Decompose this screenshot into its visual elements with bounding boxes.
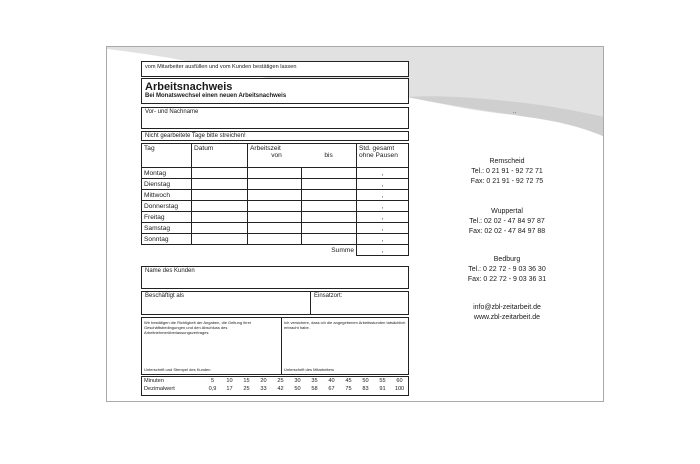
header-arbeitszeit bbox=[248, 144, 357, 168]
dezimal-value: 83 bbox=[362, 386, 369, 392]
city-bedburg: Bedburg bbox=[493, 256, 521, 263]
header-bis: bis bbox=[324, 152, 333, 159]
day-row bbox=[142, 223, 409, 234]
document-card bbox=[106, 46, 604, 402]
dezimal-value: 58 bbox=[311, 386, 318, 392]
bis-cell[interactable] bbox=[302, 190, 357, 201]
minuten-label: Minuten bbox=[144, 378, 164, 384]
instruction-box: vom Mitarbeiter ausfüllen und vom Kunden bestätigen lassen bbox=[141, 61, 409, 77]
fax-remscheid: Fax: 0 21 91 - 92 72 75 bbox=[470, 178, 544, 185]
bis-cell[interactable] bbox=[302, 168, 357, 179]
std-cell[interactable]: , bbox=[357, 179, 409, 190]
einsatzort-field[interactable]: Einsatzort: bbox=[314, 293, 343, 299]
minuten-value: 20 bbox=[260, 378, 267, 384]
von-cell[interactable] bbox=[248, 234, 302, 245]
von-cell[interactable] bbox=[248, 212, 302, 223]
summe-cell[interactable]: , bbox=[357, 245, 409, 256]
von-cell[interactable] bbox=[248, 168, 302, 179]
summe-label: Summe bbox=[142, 245, 357, 256]
bis-cell[interactable] bbox=[302, 234, 357, 245]
name-field[interactable]: Vor- und Nachname bbox=[141, 107, 409, 129]
kunde-name-field[interactable]: Name des Kunden bbox=[141, 266, 409, 289]
mitarbeiter-signature-label: Unterschrift des Mitarbeiters bbox=[284, 367, 335, 372]
beschaeftigt-row bbox=[141, 291, 409, 315]
day-label: Sonntag bbox=[142, 234, 192, 245]
bis-cell[interactable] bbox=[302, 223, 357, 234]
std-cell[interactable]: , bbox=[357, 201, 409, 212]
website-link[interactable]: www.zbl-zeitarbeit.de bbox=[473, 314, 541, 321]
von-cell[interactable] bbox=[248, 223, 302, 234]
day-row bbox=[142, 212, 409, 223]
von-cell[interactable] bbox=[248, 201, 302, 212]
von-cell[interactable] bbox=[248, 190, 302, 201]
day-label: Dienstag bbox=[142, 179, 192, 190]
minuten-value: 30 bbox=[294, 378, 301, 384]
datum-cell[interactable] bbox=[192, 223, 248, 234]
von-cell[interactable] bbox=[248, 179, 302, 190]
datum-cell[interactable] bbox=[192, 190, 248, 201]
fax-wuppertal: Fax: 02 02 - 47 84 97 88 bbox=[468, 228, 546, 235]
form-title: Arbeitsnachweis bbox=[145, 81, 233, 93]
mitarbeiter-signature-box[interactable] bbox=[282, 318, 408, 374]
day-label: Montag bbox=[142, 168, 192, 179]
minuten-value: 45 bbox=[345, 378, 352, 384]
day-row bbox=[142, 190, 409, 201]
minuten-value: 55 bbox=[379, 378, 386, 384]
form-subtitle: Bei Monatswechsel einen neuen Arbeitsnachweis bbox=[145, 93, 287, 99]
minuten-value: 50 bbox=[362, 378, 369, 384]
std-cell[interactable]: , bbox=[357, 234, 409, 245]
header-std-gesamt: Std. gesamt ohne Pausen bbox=[357, 144, 409, 168]
email-link[interactable]: info@zbl-zeitarbeit.de bbox=[473, 304, 541, 311]
header-tag: Tag bbox=[142, 144, 192, 168]
contact-remscheid bbox=[447, 157, 567, 187]
std-cell[interactable]: , bbox=[357, 168, 409, 179]
title-box bbox=[141, 78, 409, 104]
minuten-value: 10 bbox=[226, 378, 233, 384]
dezimal-value: 91 bbox=[379, 386, 386, 392]
minuten-value: 15 bbox=[243, 378, 250, 384]
tel-bedburg: Tel.: 0 22 72 - 9 03 36 30 bbox=[468, 266, 546, 273]
bis-cell[interactable] bbox=[302, 201, 357, 212]
contact-bedburg bbox=[447, 255, 567, 285]
contact-wuppertal bbox=[447, 207, 567, 237]
minuten-value: 35 bbox=[311, 378, 318, 384]
dezimal-value: 42 bbox=[277, 386, 284, 392]
kunde-confirmation-text: Wir bestätigen die Richtigkeit der Angaben, die Geltung ihrer Geschäftsbedingungen und den Abschluss des Arbeitnehmerüberlassungsvertrages bbox=[144, 320, 252, 335]
fax-bedburg: Fax: 0 22 72 - 9 03 36 31 bbox=[467, 276, 547, 283]
day-label: Samstag bbox=[142, 223, 192, 234]
std-cell[interactable]: , bbox=[357, 190, 409, 201]
nicht-gearbeitet-note: Nicht gearbeitete Tage bitte streichen! bbox=[141, 131, 409, 141]
dezimal-value: 67 bbox=[328, 386, 335, 392]
datum-cell[interactable] bbox=[192, 179, 248, 190]
minuten-value: 40 bbox=[328, 378, 335, 384]
day-row bbox=[142, 168, 409, 179]
day-label: Donnerstag bbox=[142, 201, 192, 212]
datum-cell[interactable] bbox=[192, 212, 248, 223]
minuten-value: 60 bbox=[396, 378, 403, 384]
city-wuppertal: Wuppertal bbox=[491, 208, 523, 215]
dezimal-value: 75 bbox=[345, 386, 352, 392]
mitarbeiter-confirmation-text: Ich versichere, dass ich die angegebenen Arbeitsstunden tatsächlich erbracht habe. bbox=[284, 320, 406, 330]
bis-cell[interactable] bbox=[302, 179, 357, 190]
datum-cell[interactable] bbox=[192, 201, 248, 212]
datum-cell[interactable] bbox=[192, 234, 248, 245]
header-datum: Datum bbox=[192, 144, 248, 168]
dezimal-value: 100 bbox=[394, 386, 405, 392]
day-label: Freitag bbox=[142, 212, 192, 223]
day-row bbox=[142, 234, 409, 245]
tel-remscheid: Tel.: 0 21 91 - 92 72 71 bbox=[471, 168, 543, 175]
tel-wuppertal: Tel.: 02 02 - 47 84 97 87 bbox=[469, 218, 545, 225]
std-cell[interactable]: , bbox=[357, 212, 409, 223]
kunde-signature-label: Unterschrift und Stempel des Kunden bbox=[144, 367, 211, 372]
dezimal-value: 0,9 bbox=[208, 386, 217, 392]
minuten-value: 25 bbox=[277, 378, 284, 384]
dezimal-value: 25 bbox=[243, 386, 250, 392]
minuten-value: 5 bbox=[210, 378, 215, 384]
std-cell[interactable]: , bbox=[357, 223, 409, 234]
day-row bbox=[142, 201, 409, 212]
decor-dots: .. bbox=[513, 109, 517, 115]
signature-row bbox=[141, 317, 409, 375]
days-table bbox=[141, 143, 409, 256]
header-von: von bbox=[271, 152, 282, 159]
contact-online bbox=[447, 303, 567, 323]
day-label: Mittwoch bbox=[142, 190, 192, 201]
bis-cell[interactable] bbox=[302, 212, 357, 223]
minuten-table bbox=[141, 376, 409, 396]
dezimal-value: 17 bbox=[226, 386, 233, 392]
datum-cell[interactable] bbox=[192, 168, 248, 179]
city-remscheid: Remscheid bbox=[489, 158, 525, 165]
header-arbeitszeit-label: Arbeitszeit bbox=[250, 145, 281, 152]
dezimal-value: 50 bbox=[294, 386, 301, 392]
beschaeftigt-field[interactable]: Beschäftigt als bbox=[142, 292, 311, 314]
kunde-signature-box[interactable] bbox=[142, 318, 282, 374]
dezimal-value: 33 bbox=[260, 386, 267, 392]
dezimalwert-label: Dezimalwert bbox=[144, 386, 175, 392]
day-row bbox=[142, 179, 409, 190]
